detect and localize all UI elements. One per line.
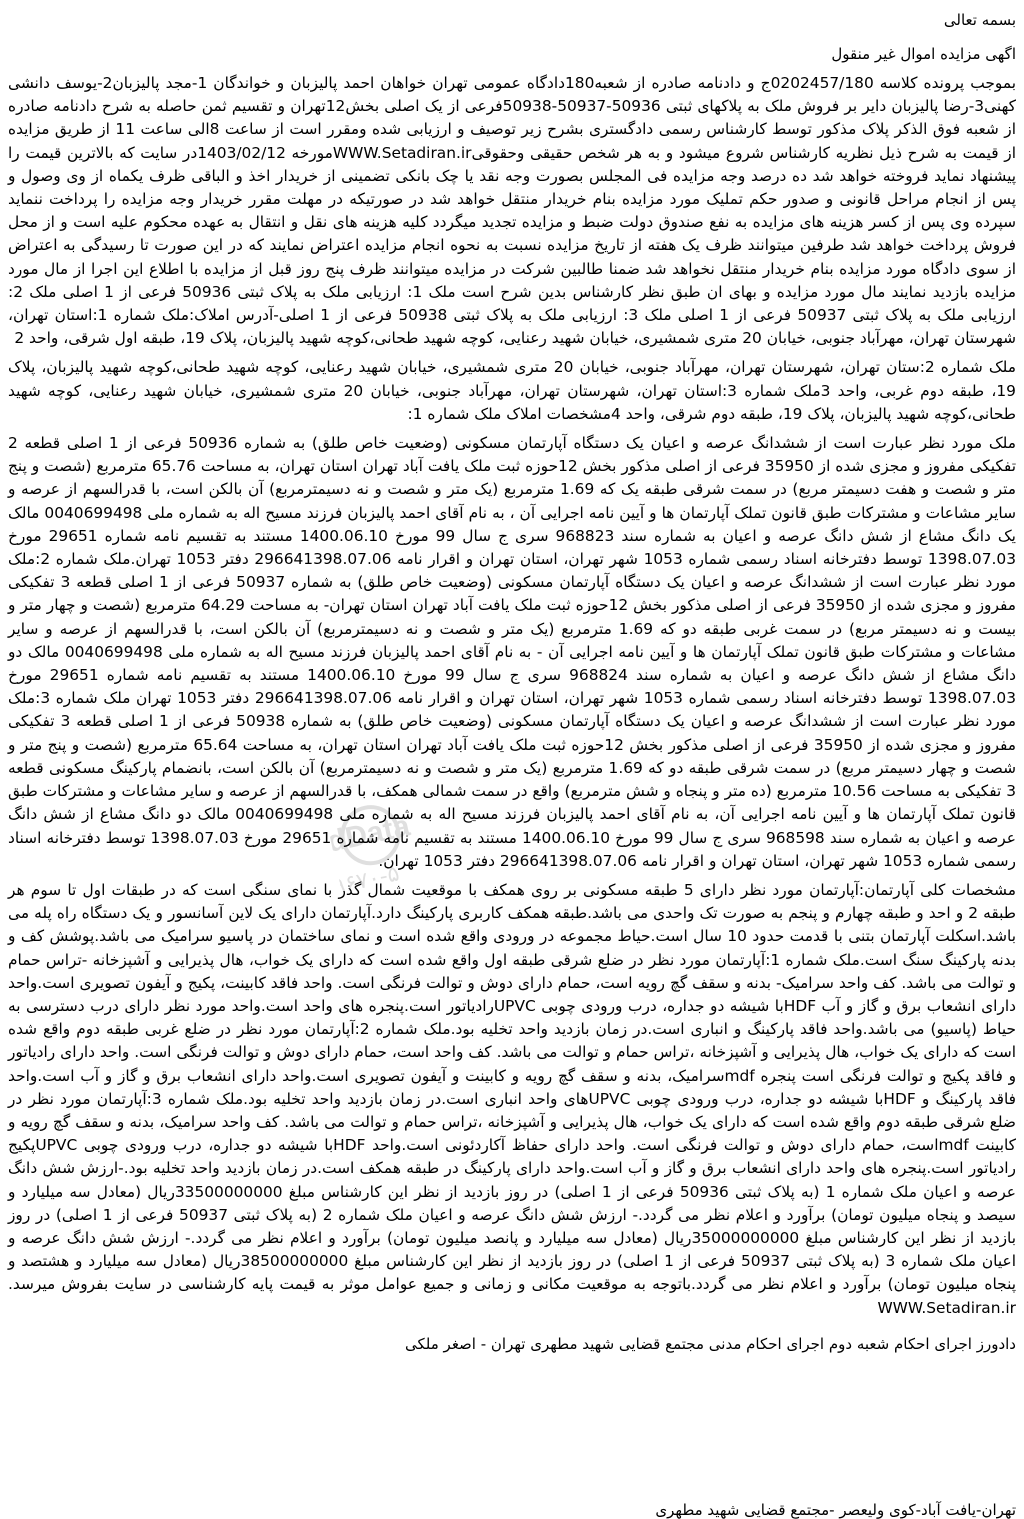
notice-paragraph-intro: بموجب پرونده کلاسه 0202457/180ج و دادنامه صادره از شعبه180دادگاه عمومی تهران خواهان احمد پالیزبان و خواندگان 1-مجد پالیزبان2-یوسف دانشی کهنی3-رضا پالیزبان دایر بر فروش ملک به پلاکهای ثبتی 50936-50937-50938فرعی از یک اصلی بخش12تهران و تقسیم ثمن حاصله به شرح دادنامه صادره از شعبه فوق الذکر پلاک مذکور توسط کارشناس رسمی دادگستری بشرح زیر توصیف و ارزیابی شده ومقرر است از ساعت 8الی ساعت 11 از طریق مزایده از قیمت به شرح ذیل نظریه کارشناس شروع میشود و به هر شخص حقیقی وحقوقیWWW.Setadiran.irمورخه 1403/02/12در سایت که بالاترین قیمت را پیشنهاد نماید فروخته خواهد شد ده درصد وجه مزایده فی المجلس بصورت وجه نقد یا چک بانکی تضمینی از خریدار اخذ و الباقی ظرف یکماه از وی وصول و پس از انجام مراحل قانونی و صدور حکم تملیک مورد مزایده بنام خریدار منتقل خواهد شد در صورتیکه در مهلت مقرر خریدار وجه مزایده را پرداخت ننماید سپرده وی پس از کسر هزینه های مزایده به نفع صندوق دولت ضبط و مزایده تجدید میگردد کلیه هزینه های نقل و انتقال به عهده محکوم علیه است و از محل فروش پرداخت خواهد شد طرفین میتوانند ظرف یک هفته از تاریخ مزایده نسبت به نحوه انجام مزایده اعتراض نمایند که در این صورت تا رسیدگی به اعتراض از سوی دادگاه مورد مزایده بنام خریدار منتقل نخواهد شد ضمنا طالبین شرکت در مزایده میتوانند ظرف پنج روز قبل از مزایده با اطلاع این اجرا از مال مورد مزایده بازدید نمایند مال مورد مزایده و بهای ان طبق نظر کارشناس بدین شرح است ملک 1: ارزیابی ملک به پلاک ثبتی 50936 فرعی از 1 اصلی ملک 2: ارزیابی ملک به پلاک ثبتی 50937 فرعی از 1 اصلی ملک 3: ارزیابی ملک به پلاک ثبتی 50938 فرعی از 1 اصلی-آدرس املاک:ملک شماره 1:استان تهران، شهرستان تهران، مهرآباد جنوبی، خیابان 20 متری شمشیری، خیابان شهید رعنایی، کوچه شهید طحانی،کوچه شهید پالیزبان، پلاک 19، طبقه اول شرقی، واحد 2	[8, 74, 1017, 348]
notice-address: تهران-یافت آباد-کوی ولیعصر -مجتمع قضایی شهید مطهری	[655, 1501, 1016, 1519]
notice-paragraph-building-specs: مشخصات کلی آپارتمان:آپارتمان مورد نظر دارای 5 طبقه مسکونی بر روی همکف با موقعیت شمال گذر با نمای سنگی است که در طبقات اول تا سوم هر طبقه 2 و احد و طبقه چهارم و پنجم به صورت تک واحدی می باشد.طبقه همکف کاربری پارکینگ دارد.آپارتمان دارای یک لاین آسانسور و یک دستگاه راه پله می باشد.اسکلت آپارتمان بتنی با قدمت حدود 10 سال است.حیاط مجموعه در ورودی واقع شده است و نمای ساختمان در پاسیو سرامیک می باشد.پوشش کف و بدنه پارکینگ سنگ است.ملک شماره 1:آپارتمان مورد نظر در ضلع شرقی طبقه اول واقع شده است که دارای یک خواب، هال پذیرایی و آشپزخانه -تراس حمام و توالت می باشد. کف واحد سرامیک- بدنه و سقف گچ رویه است، حمام دارای دوش و توالت فرنگی است. واحد فاقد کابینت، پکیج و آیفون تصویری است.واحد دارای انشعاب برق و گاز و آب HDFبا شیشه دو جداره، درب ورودی چوبی UPVCرادیاتور است.پنجره های واحد است.واحد مورد نظر دارای درب دسترسی به حیاط (پاسیو) می باشد.واحد فاقد پارکینگ و انباری است.در زمان بازدید واحد تخلیه بود.ملک شماره 2:آپارتمان مورد نظر در ضلع غربی طبقه دوم واقع شده است که دارای یک خواب، هال پذیرایی و آشپزخانه ،تراس حمام و توالت می باشد. کف واحد است، حمام دارای دوش و توالت فرنگی است. واحد دارای رادیاتور و فاقد پکیج و توالت فرنگی است پنجره mdfسرامیک، بدنه و سقف گچ رویه و کابینت و آیفون تصویری است.واحد دارای انشعاب برق و گاز و آب است.واحد فاقد پارکینگ و HDFبا شیشه دو جداره، درب ورودی چوبی UPVCهای واحد انباری است.در زمان بازدید واحد تخلیه بود.ملک شماره 3:آپارتمان مورد نظر در ضلع شرقی طبقه دوم واقع شده است که دارای یک خواب، هال پذیرایی و آشپزخانه ،تراس حمام و توالت می باشد. کف واحد سرامیک، بدنه و سقف گچ رویه و کابینت mdfاست، حمام دارای دوش و توالت فرنگی است. واحد دارای حفاظ آکاردئونی است.واحد HDFبا شیشه دو جداره، درب ورودی چوبی UPVCپکیج رادیاتور است.پنجره های واحد دارای انشعاب برق و گاز و آب است.واحد دارای پارکینگ در طبقه همکف است.در زمان بازدید واحد تخلیه بود.-ارزش شش دانگ عرصه و اعیان ملک شماره 1 (به پلاک ثبتی 50936 فرعی از 1 اصلی) در روز بازدید از نظر این کارشناس مبلغ 33500000000ریال (معادل سه میلیارد و سیصد و پنجاه میلیون تومان) برآورد و اعلام نظر می گردد.- ارزش شش دانگ عرصه و اعیان ملک شماره 2 (به پلاک ثبتی 50937 فرعی از 1 اصلی) در روز بازدید از نظر این کارشناس مبلغ 35000000000ریال (معادل سه میلیارد و پانصد میلیون تومان) برآورد و اعلام نظر می گردد.- ارزش شش دانگ عرصه و اعیان ملک شماره 3 (به پلاک ثبتی 50937 فرعی از 1 اصلی) در روز بازدید از نظر این کارشناس مبلغ 38500000000ریال (معادل سه میلیارد و هشتصد و پنجاه میلیون تومان) برآورد و اعلام نظر می گردد.باتوجه به موقعیت مکانی و زمانی و جمیع عوامل موثر به قیمت پایه کارشناسی در سایت بفروش میرسد. WWW.Setadiran.ir	[8, 880, 1017, 1317]
notice-paragraph-property-specs: ملک مورد نظر عبارت است از ششدانگ عرصه و اعیان یک دستگاه آپارتمان مسکونی (وضعیت خاص طلق) به شماره 50936 فرعی از 1 اصلی قطعه 2 تفکیکی مفروز و مجزی شده از 35950 فرعی از اصلی مذکور بخش 12حوزه ثبت ملک یافت آباد تهران استان تهران، به مساحت 65.76 مترمربع (شصت و پنج متر و شصت و هفت دسیمتر مربع) در سمت شرقی طبقه یک که 1.69 مترمربع (یک متر و شصت و نه دسیمترمربع) آن بالکن است، با قدرالسهم از عرصه و سایر مشاعات و مشترکات طبق قانون تملک آپارتمان ها و آیین نامه اجرایی آن ، به نام آقای احمد پالیزبان فرزند مسیح اله به شماره ملی 0040699498 مالک یک دانگ مشاع از شش دانگ عرصه و اعیان به شماره سند 968823 سری ج سال 99 مورخ 1400.06.10 مستند به تقسیم نامه شماره 29651 مورخ 1398.07.03 توسط دفترخانه اسناد رسمی شماره 1053 شهر تهران، استان تهران و اقرار نامه 296641398.07.06 دفتر 1053 تهران.ملک شماره 2:ملک مورد نظر عبارت است از ششدانگ عرصه و اعیان یک دستگاه آپارتمان مسکونی (وضعیت خاص طلق) به شماره 50937 فرعی از 1 اصلی قطعه 3 تفکیکی مفروز و مجزی شده از 35950 فرعی از اصلی مذکور بخش 12حوزه ثبت ملک یافت آباد تهران استان تهران- به مساحت 64.29 مترمربع (شصت و چهار متر و بیست و نه دسیمتر مربع) در سمت غربی طبقه دو که 1.69 مترمربع (یک متر و شصت و نه دسیمترمربع) آن بالکن است، با قدرالسهم از عرصه و سایر مشاعات و مشترکات طبق قانون تملک آپارتمان ها و آیین نامه اجرایی آن - به نام آقای احمد پالیزبان فرزند مسیح اله به شماره ملی 0040699498 مالک دو دانگ مشاع از شش دانگ عرصه و اعیان به شماره سند 968824 سری ج سال 99 مورخ 1400.06.10 مستند به تقسیم نامه شماره 29651 مورخ 1398.07.03 توسط دفترخانه اسناد رسمی شماره 1053 شهر تهران، استان تهران و اقرار نامه 296641398.07.06 دفتر 1053 تهران ملک شماره 3:ملک مورد نظر عبارت است از ششدانگ عرصه و اعیان یک دستگاه آپارتمان مسکونی (وضعیت خاص طلق) به شماره 50938 فرعی از 1 اصلی قطعه 3 تفکیکی مفروز و مجزی شده از 35950 فرعی از اصلی مذکور بخش 12حوزه ثبت ملک یافت آباد تهران استان تهران، به مساحت 65.64 مترمربع (شصت و پنج متر و شصت و چهار دسیمتر مربع) در سمت شرقی طبقه دو که 1.69 مترمربع (یک متر و شصت و نه دسیمترمربع) آن بالکن است، بانضمام پارکینگ مسکونی قطعه 3 تفکیکی به مساحت 10.56 مترمربع (ده متر و پنجاه و شش مترمربع) واقع در سمت شمالی همکف، با قدرالسهم از عرصه و سایر مشاعات و مشترکات طبق قانون تملک آپارتمان ها و آیین نامه اجرایی آن، به نام آقای احمد پالیزبان فرزند مسیح اله به شماره ملی 0040699498 مالک دو دانگ مشاع از شش دانگ عرصه و اعیان به شماره سند 968598 سری ج سال 99 مورخ 1400.06.10 مستند به تقسیم نامه شماره 29651 مورخ 1398.07.03 توسط دفترخانه اسناد رسمی شماره 1053 شهر تهران، استان تهران و اقرار نامه 296641398.07.06 دفتر 1053 تهران.	[8, 434, 1017, 870]
watermark-brand: ParsNamadData	[321, 809, 413, 890]
bismillah-heading: بسمه تعالی	[943, 11, 1016, 29]
notice-signature: دادورز اجرای احکام شعبه دوم اجرای احکام مدنی مجتمع قضایی شهید مطهری تهران - اصغر ملکی	[404, 1334, 1016, 1353]
notice-paragraph-addresses: ملک شماره 2:ستان تهران، شهرستان تهران، مهرآباد جنوبی، خیابان 20 متری شمشیری، خیابان شهید رعنایی، کوچه شهید طحانی،کوچه شهید پالیزبان، پلاک 19، طبقه دوم غربی، واحد 3ملک شماره 3:استان تهران، شهرستان تهران، مهرآباد جنوبی، خیابان 20 متری شمشیری، خیابان شهید رعنایی، کوچه شهید طحانی،کوچه شهید پالیزبان، پلاک 19، طبقه دوم شرقی، واحد 4مشخصات املاک ملک شماره 1:	[8, 358, 1016, 423]
watermark-phone: ۰۲۱-۸۸۳۴۹۶۷۰-۵	[321, 861, 402, 912]
notice-title: اگهی مزایده اموال غیر منقول	[831, 45, 1016, 63]
